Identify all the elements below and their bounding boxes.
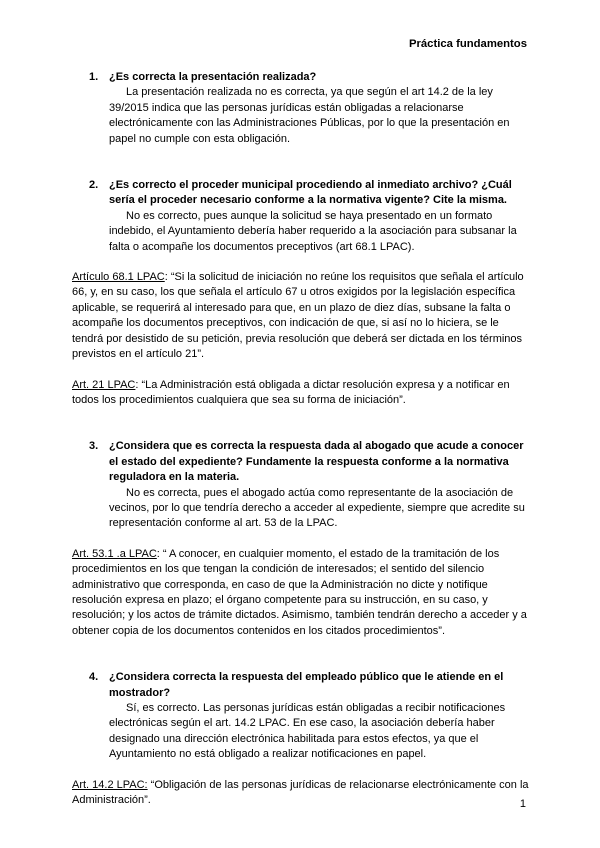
reference-link[interactable]: Artículo 68.1 LPAC bbox=[72, 271, 165, 284]
reference-link[interactable]: Art. 14.2 LPAC: bbox=[72, 778, 148, 791]
question-number: 1. bbox=[89, 71, 99, 83]
question-number: 4. bbox=[89, 671, 99, 684]
document-body bbox=[72, 70, 530, 808]
reference-link[interactable]: Art. 53.1 .a LPAC bbox=[72, 547, 157, 560]
reference-text: : “ A conocer, en cualquier momento, el estado de la tramitación de los procedimientos en los que tengan la condición de interesados; el sentido del silencio administrativo que corresponda, en caso de que la Administración no dicte y notifique resolución expresa en plazo; el órgano competente para su instrucción, en su caso, y resolución; y los actos de trámite dictados. Asimismo, también tendrán derecho a acceder y a obtener copia de los documentos contenidos en los citados procedimientos”. bbox=[72, 547, 527, 637]
question-heading bbox=[72, 670, 530, 701]
section-2 bbox=[72, 178, 530, 408]
legal-reference bbox=[72, 378, 530, 409]
page-header-title: Práctica fundamentos bbox=[408, 38, 527, 50]
page-number: 1 bbox=[519, 798, 526, 810]
question-number: 2. bbox=[89, 179, 99, 192]
question-text: ¿Es correcto el proceder municipal procediendo al inmediato archivo? ¿Cuál sería el proceder necesario conforme a la normativa vigente? Cite la misma. bbox=[109, 179, 512, 207]
section-3 bbox=[72, 439, 530, 639]
reference-text: : “La Administración está obligada a dictar resolución expresa y a notificar en todos los procedimientos cualquiera que sea su forma de iniciación”. bbox=[72, 378, 510, 406]
answer-paragraph: No es correcta, pues el abogado actúa como representante de la asociación de vecinos, por lo que tendría derecho a acceder al expediente, siempre que acredite su representación conforme al art. 53 de la LPAC. bbox=[109, 486, 525, 530]
reference-text: “Obligación de las personas jurídicas de relacionarse electrónicamente con la Administración”. bbox=[72, 778, 529, 807]
section-1 bbox=[72, 70, 530, 147]
answer-paragraph: No es correcto, pues aunque la solicitud se haya presentado en un formato indebido, el Ayuntamiento debería haber requerido a la asociación para subsanar la falta o acompañe los documentos preceptivos (art 68.1 LPAC). bbox=[109, 209, 517, 253]
question-text: ¿Es correcta la presentación realizada? bbox=[109, 71, 317, 83]
reference-link[interactable]: Art. 21 LPAC bbox=[72, 378, 136, 391]
question-number: 3. bbox=[89, 440, 99, 453]
legal-reference bbox=[72, 270, 530, 362]
answer-paragraph: Sí, es correcto. Las personas jurídicas están obligadas a recibir notificaciones electrónicas según el art. 14.2 LPAC. En ese caso, la asociación debería haber designado una dirección electrónica habilitada para estos efectos, ya que el Ayuntamiento no está obligado a realizar notificaciones en papel. bbox=[109, 702, 506, 761]
answer-paragraph: La presentación realizada no es correcta, ya que según el art 14.2 de la ley 39/2015 indica que las personas jurídicas están obligadas a relacionarse electrónicamente con las Administraciones Públicas, por lo que la presentación en papel no cumple con esta obligación. bbox=[109, 86, 510, 145]
question-text: ¿Considera que es correcta la respuesta dada al abogado que acude a conocer el estado del expediente? Fundamente la respuesta conforme a la normativa reguladora en la materia. bbox=[109, 440, 524, 484]
section-4 bbox=[72, 670, 530, 808]
question-heading bbox=[72, 439, 530, 485]
legal-reference bbox=[72, 547, 530, 639]
question-text: ¿Considera correcta la respuesta del empleado público que le atiende en el mostrador? bbox=[109, 671, 504, 699]
reference-text: : “Si la solicitud de iniciación no reúne los requisitos que señala el artículo 66, y, en su caso, los que señala el artículo 67 u otros exigidos por la legislación específica aplicable, se requerirá al interesado para que, en un plazo de diez días, subsane la falta o acompañe los documentos preceptivos, con indicación de que, si así no lo hiciera, se le tendrá por desistido de su petición, previa resolución que deberá ser dictada en los términos previstos en el artículo 21”. bbox=[72, 271, 524, 361]
legal-reference bbox=[72, 778, 530, 809]
question-heading bbox=[72, 70, 530, 85]
question-heading bbox=[72, 178, 530, 209]
